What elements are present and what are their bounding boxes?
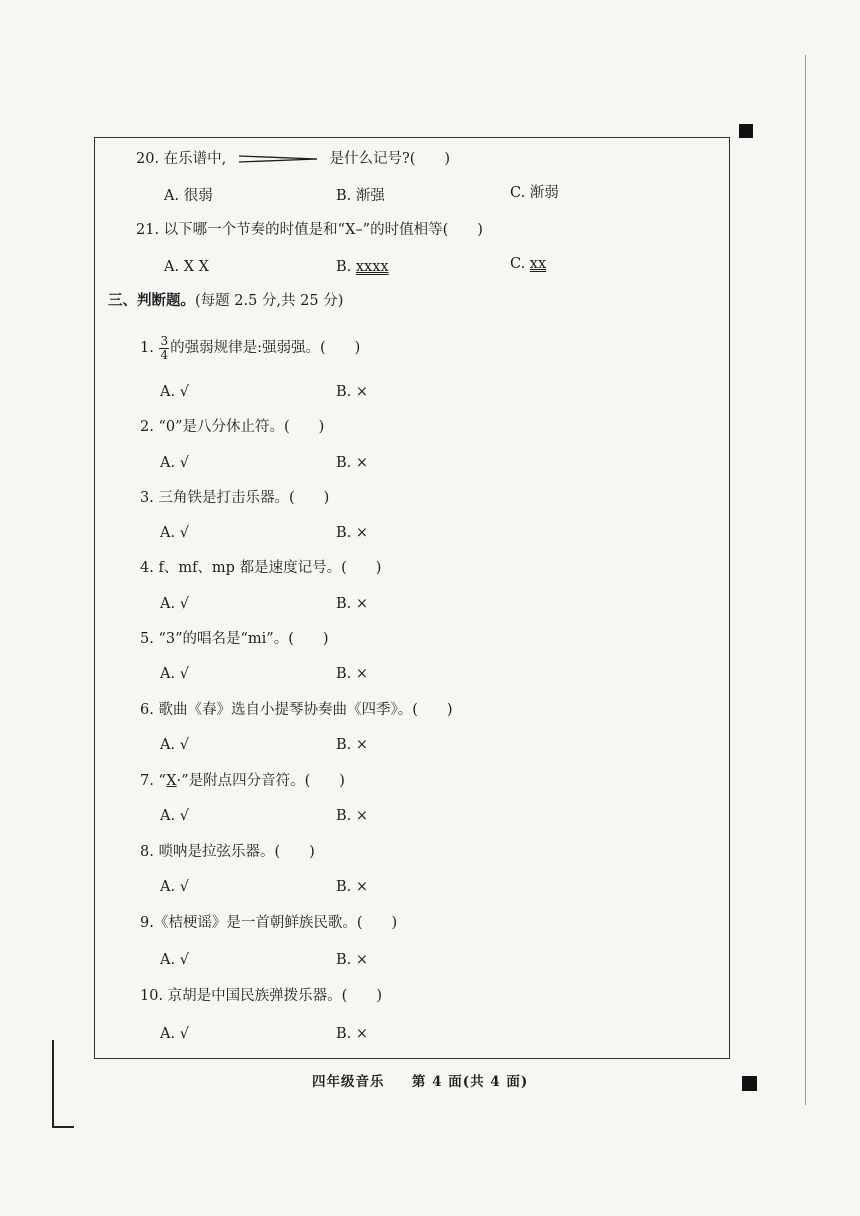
question-20-option-b[interactable]: B. 渐强 [336,188,385,204]
judgement-1: 1. $\frac{3}{4}$ 的强弱规律是:强弱强。( ) [140,334,361,362]
question-20-option-c[interactable]: C. 渐弱 [510,185,559,201]
registration-mark-top [739,124,753,138]
judgement-5-option-b[interactable]: B. × [336,666,369,682]
registration-mark-bottom [742,1076,757,1091]
judgement-3: 3. 三角铁是打击乐器。( ) [140,490,330,506]
judgement-9: 9.《桔梗谣》是一首朝鲜族民歌。( ) [140,915,398,931]
judgement-6-option-a[interactable]: A. √ [160,737,189,753]
question-21-option-c[interactable]: C. xx [510,256,547,272]
judgement-10-option-a[interactable]: A. √ [160,1026,189,1042]
question-21: 21. 以下哪一个节奏的时值是和“X–”的时值相等( ) [136,222,483,238]
time-signature-fraction: $\frac{3}{4}$ [160,334,169,362]
question-20-option-a[interactable]: A. 很弱 [164,188,213,204]
judgement-6: 6. 歌曲《春》选自小提琴协奏曲《四季》。( ) [140,702,453,718]
judgement-3-option-a[interactable]: A. √ [160,525,189,541]
judgement-6-option-b[interactable]: B. × [336,737,369,753]
judgement-2-option-b[interactable]: B. × [336,455,369,471]
page-edge-left-foot [52,1126,74,1128]
judgement-2: 2. “0”是八分休止符。( ) [140,419,325,435]
question-21-option-a[interactable]: A. X X [164,259,209,275]
judgement-7-option-a[interactable]: A. √ [160,808,189,824]
page-edge-left [52,1040,54,1128]
section-3-heading: 三、判断题。(每题 2.5 分,共 25 分) [108,292,344,309]
judgement-10-option-b[interactable]: B. × [336,1026,369,1042]
page-footer [312,1076,528,1090]
judgement-8: 8. 唢呐是拉弦乐器。( ) [140,844,315,860]
judgement-8-option-b[interactable]: B. × [336,879,369,895]
judgement-10: 10. 京胡是中国民族弹拨乐器。( ) [140,988,382,1004]
judgement-4-option-a[interactable]: A. √ [160,596,189,612]
judgement-4: 4. f、mf、mp 都是速度记号。( ) [140,560,382,576]
question-21-option-b[interactable]: B. xxxx [336,259,389,275]
judgement-5: 5. “3”的唱名是“mi”。( ) [140,631,329,647]
diminuendo-hairpin-icon [239,152,317,166]
page-edge-right [805,55,806,1105]
judgement-9-option-b[interactable]: B. × [336,952,369,968]
judgement-9-option-a[interactable]: A. √ [160,952,189,968]
judgement-8-option-a[interactable]: A. √ [160,879,189,895]
footer-subject: 四年级音乐 [312,1074,385,1090]
judgement-1-option-a[interactable]: A. √ [160,384,189,400]
judgement-7: 7. “X·”是附点四分音符。( ) [140,773,345,789]
judgement-5-option-a[interactable]: A. √ [160,666,189,682]
judgement-1-option-b[interactable]: B. × [336,384,369,400]
footer-page-number: 第 4 面(共 4 面) [411,1074,529,1090]
judgement-2-option-a[interactable]: A. √ [160,455,189,471]
judgement-3-option-b[interactable]: B. × [336,525,369,541]
question-20: 20. 在乐谱中, 是什么记号?( ) [136,151,451,167]
judgement-4-option-b[interactable]: B. × [336,596,369,612]
judgement-7-option-b[interactable]: B. × [336,808,369,824]
